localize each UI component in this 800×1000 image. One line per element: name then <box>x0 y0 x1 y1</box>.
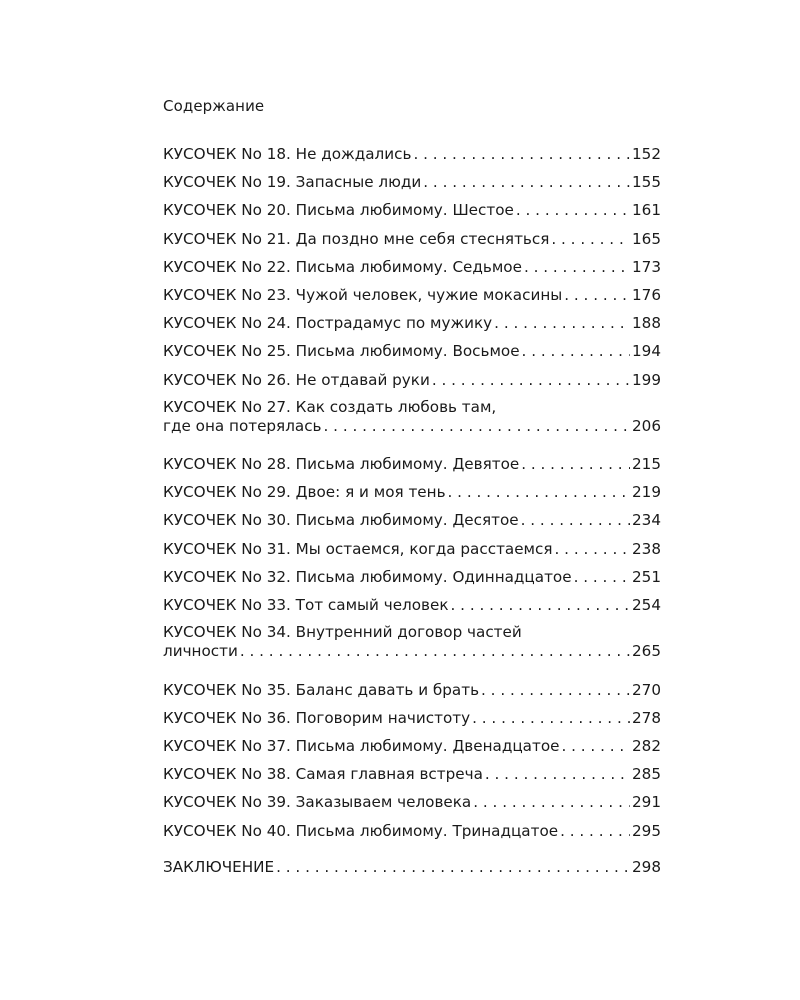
dot-leader <box>423 172 630 192</box>
dot-leader <box>561 736 630 756</box>
toc-entry-page: 165 <box>632 229 661 248</box>
dot-leader <box>240 641 630 661</box>
dot-leader <box>522 341 630 361</box>
toc-entry-title: КУСОЧЕК No 29. Двое: я и моя тень <box>163 483 446 502</box>
dot-leader <box>524 257 630 277</box>
toc-entry <box>163 340 661 368</box>
dot-leader <box>481 680 630 700</box>
dot-leader <box>555 539 630 559</box>
dot-leader <box>521 454 630 474</box>
dot-leader <box>516 200 630 220</box>
toc-entry-title-continued: личности <box>163 642 238 661</box>
toc-entry-title: КУСОЧЕК No 28. Письма любимому. Девятое <box>163 455 520 474</box>
toc-entry <box>163 453 661 481</box>
toc-entry-title: КУСОЧЕК No 37. Письма любимому. Двенадцатое <box>163 736 560 755</box>
toc-entry-page: 199 <box>632 370 661 389</box>
toc-entry <box>163 735 661 763</box>
toc-entry <box>163 481 661 509</box>
dot-leader <box>521 510 630 530</box>
toc-entry-page: 234 <box>632 511 661 530</box>
toc-entry-page: 161 <box>632 201 661 220</box>
toc-entry-page: 176 <box>632 285 661 304</box>
toc-entry-title: КУСОЧЕК No 26. Не отдавай руки <box>163 370 430 389</box>
toc-entry-page: 194 <box>632 342 661 361</box>
toc-entry-title: КУСОЧЕК No 38. Самая главная встреча <box>163 765 483 784</box>
toc-entry-page: 219 <box>632 483 661 502</box>
toc-entry-title: КУСОЧЕК No 31. Мы остаемся, когда расстаемся <box>163 539 553 558</box>
toc-entry <box>163 679 661 707</box>
dot-leader <box>485 764 630 784</box>
dot-leader <box>574 567 630 587</box>
toc-entry-page: 282 <box>632 736 661 755</box>
toc-entry-title: КУСОЧЕК No 35. Баланс давать и брать <box>163 680 480 699</box>
page-title: Содержание <box>163 97 265 115</box>
toc-entry-page: 173 <box>632 257 661 276</box>
toc-entry <box>163 171 661 199</box>
toc-entry-title: КУСОЧЕК No 32. Письма любимому. Одиннадцатое <box>163 567 572 586</box>
toc-entry-title: КУСОЧЕК No 24. Пострадамус по мужику <box>163 314 493 333</box>
toc-entry-title-continued: где она потерялась <box>163 416 322 435</box>
toc-entry <box>163 143 661 171</box>
toc-entry <box>163 228 661 256</box>
toc-entry-title: КУСОЧЕК No 27. Как создать любовь там, <box>163 397 497 416</box>
toc-entry <box>163 312 661 340</box>
toc-entry <box>163 538 661 566</box>
dot-leader <box>324 416 630 436</box>
toc-entry-page: 285 <box>632 765 661 784</box>
toc-entry-page: 291 <box>632 793 661 812</box>
toc-entry <box>163 594 661 622</box>
dot-leader <box>276 857 630 877</box>
toc-entry-title: КУСОЧЕК No 23. Чужой человек, чужие мокасины <box>163 285 563 304</box>
toc-entry-title: КУСОЧЕК No 34. Внутренний договор частей <box>163 623 522 642</box>
toc-entry-page: 155 <box>632 173 661 192</box>
toc-entry-title: КУСОЧЕК No 20. Письма любимому. Шестое <box>163 201 514 220</box>
toc-entry-title: КУСОЧЕК No 30. Письма любимому. Десятое <box>163 511 519 530</box>
toc-entry <box>163 509 661 537</box>
toc-entry-title: КУСОЧЕК No 22. Письма любимому. Седьмое <box>163 257 522 276</box>
toc-entry-title: КУСОЧЕК No 36. Поговорим начистоту <box>163 708 471 727</box>
toc-entry-page: 298 <box>632 857 661 876</box>
toc-entry-title: КУСОЧЕК No 33. Тот самый человек <box>163 596 449 615</box>
dot-leader <box>432 370 630 390</box>
toc-entry-page: 295 <box>632 821 661 840</box>
toc-entry-page: 270 <box>632 680 661 699</box>
toc-entry-page: 254 <box>632 596 661 615</box>
dot-leader <box>473 792 630 812</box>
toc-entry <box>163 820 661 848</box>
toc-entry-page: 265 <box>632 642 661 661</box>
dot-leader <box>472 708 630 728</box>
toc-entry <box>163 284 661 312</box>
toc-entry-page: 188 <box>632 314 661 333</box>
dot-leader <box>494 313 630 333</box>
dot-leader <box>560 821 630 841</box>
toc-entry-title: КУСОЧЕК No 18. Не дождались <box>163 145 412 163</box>
dot-leader <box>448 482 630 502</box>
toc-entry-title: ЗАКЛЮЧЕНИЕ <box>163 857 275 876</box>
toc-entry <box>163 791 661 819</box>
toc-entry <box>163 856 661 884</box>
toc-entry <box>163 566 661 594</box>
toc-entry <box>163 199 661 227</box>
toc-entry <box>163 397 661 453</box>
toc-entry <box>163 707 661 735</box>
toc-entry-page: 238 <box>632 539 661 558</box>
toc-entry-title: КУСОЧЕК No 19. Запасные люди <box>163 173 422 192</box>
toc-entry-title: КУСОЧЕК No 40. Письма любимому. Тринадцатое <box>163 821 559 840</box>
toc-entry <box>163 369 661 397</box>
toc-entry-page: 278 <box>632 708 661 727</box>
dot-leader <box>413 144 630 164</box>
toc-entry <box>163 256 661 284</box>
table-of-contents <box>163 143 661 884</box>
toc-entry-title: КУСОЧЕК No 21. Да поздно мне себя стесняться <box>163 229 550 248</box>
toc-entry-title: КУСОЧЕК No 39. Заказываем человека <box>163 793 472 812</box>
dot-leader <box>551 229 630 249</box>
toc-entry <box>163 763 661 791</box>
toc-entry <box>163 622 661 678</box>
toc-entry-page: 251 <box>632 567 661 586</box>
toc-entry-page: 206 <box>632 416 661 435</box>
dot-leader <box>451 595 630 615</box>
toc-entry-page: 215 <box>632 455 661 474</box>
dot-leader <box>564 285 630 305</box>
toc-entry-page: 152 <box>632 145 661 163</box>
toc-entry-title: КУСОЧЕК No 25. Письма любимому. Восьмое <box>163 342 520 361</box>
